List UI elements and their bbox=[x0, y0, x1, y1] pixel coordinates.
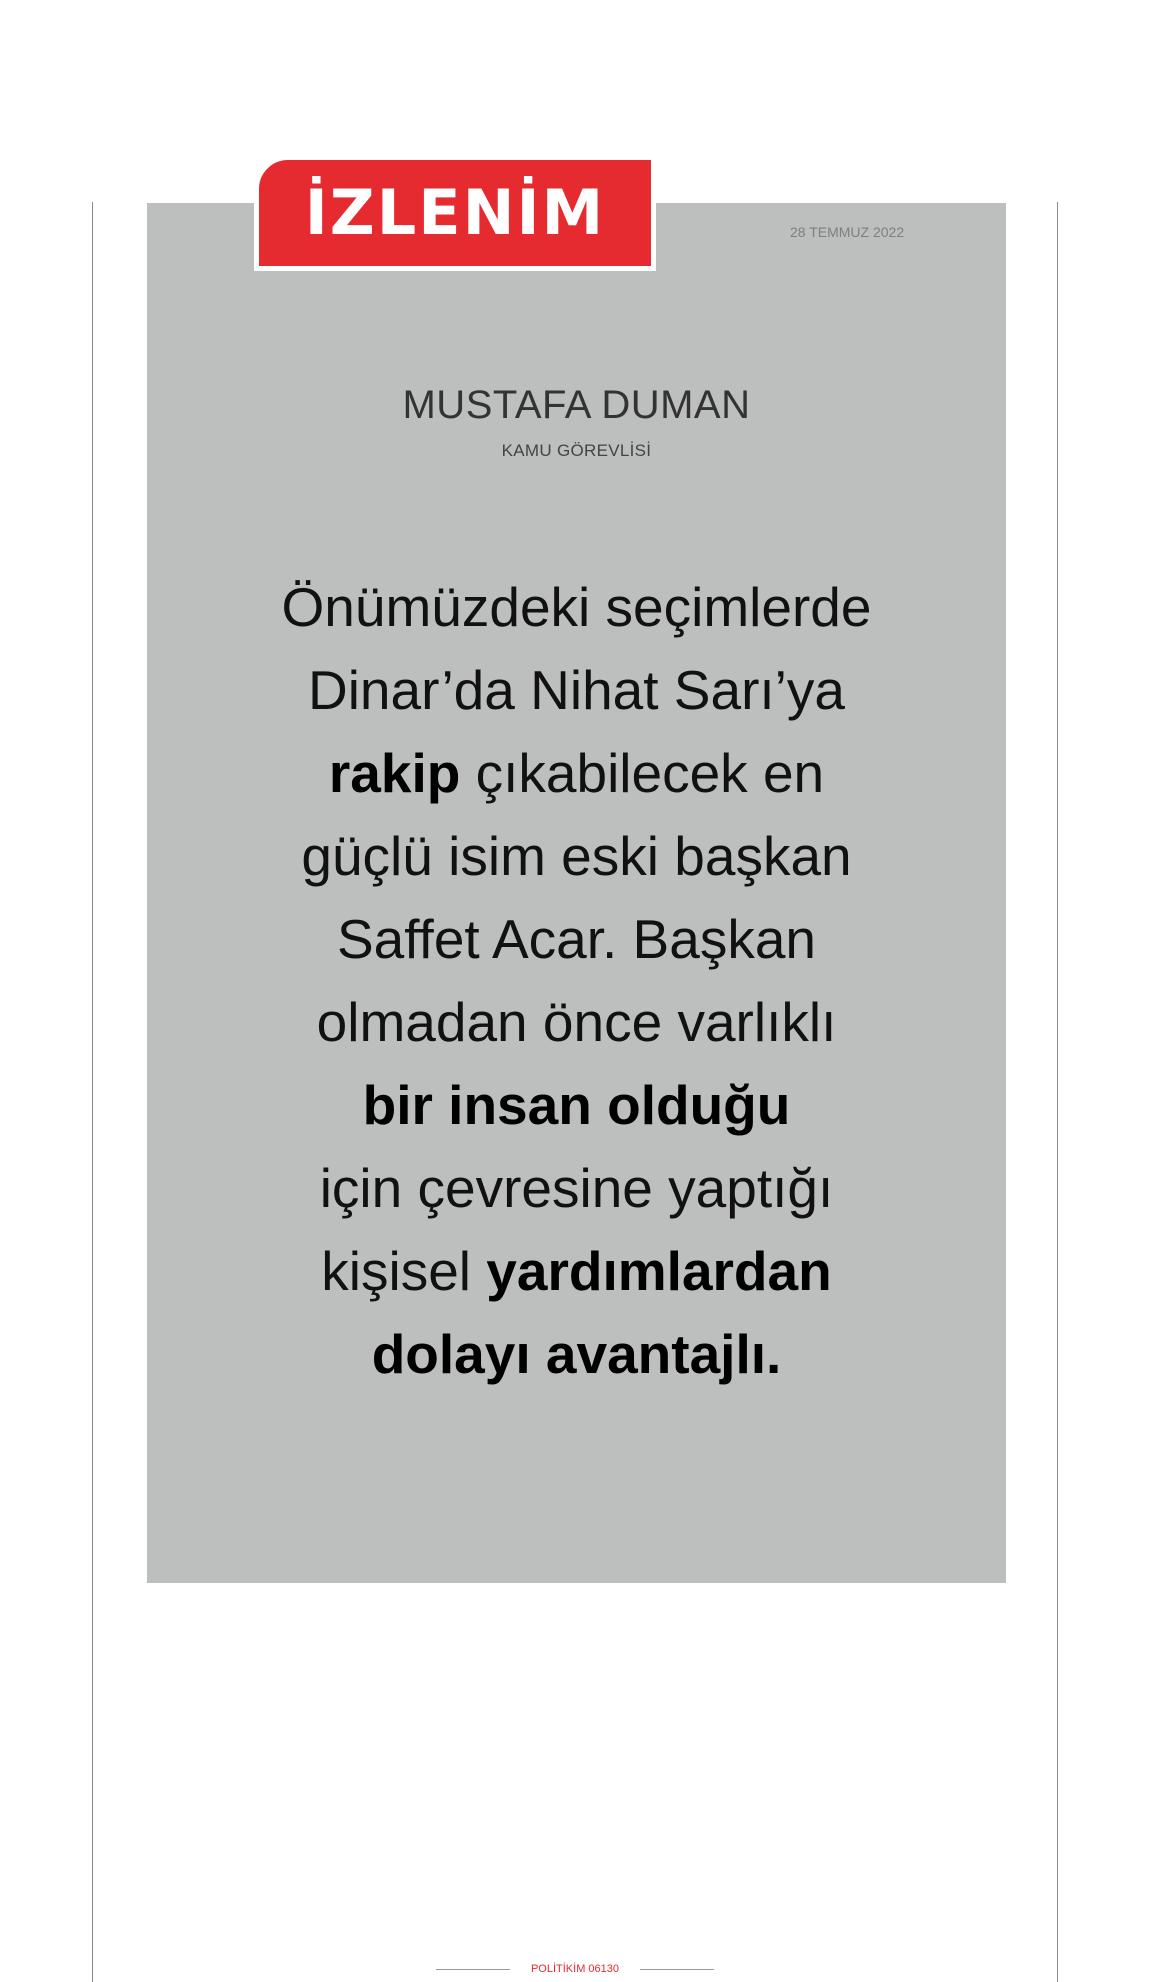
footer-rule-left bbox=[436, 1969, 510, 1970]
quote-line-plain: kişisel bbox=[321, 1240, 487, 1302]
quote-line: Saffet Acar. Başkan bbox=[336, 908, 817, 970]
quote-line bbox=[200, 1230, 953, 1313]
quote-emphasis: yardımlardan bbox=[486, 1240, 832, 1302]
quote-emphasis: rakip bbox=[328, 742, 461, 804]
quote-line: Önümüzdeki seçimlerde bbox=[281, 576, 872, 638]
author-role: KAMU GÖREVLİSİ bbox=[501, 441, 652, 460]
quote-line: için çevresine yaptığı bbox=[319, 1157, 834, 1219]
page-frame-left-rule bbox=[92, 202, 93, 1982]
quote-emphasis: dolayı avantajlı. bbox=[371, 1323, 782, 1385]
footer-label: POLİTİKİM 06130 bbox=[530, 1963, 620, 1975]
quote-line bbox=[200, 732, 953, 815]
page-footer bbox=[0, 1962, 1150, 1976]
quote-line: olmadan önce varlıklı bbox=[316, 991, 837, 1053]
page-frame-right-rule bbox=[1057, 202, 1058, 1982]
footer-rule-right bbox=[640, 1969, 714, 1970]
quote-line: güçlü isim eski başkan bbox=[301, 825, 852, 887]
publish-date: 28 TEMMUZ 2022 bbox=[790, 224, 905, 240]
quote-line: Dinar’da Nihat Sarı’ya bbox=[307, 659, 845, 721]
quote-line bbox=[200, 1313, 953, 1396]
section-badge-label: İZLENİM bbox=[304, 176, 606, 249]
quote-line-rest: çıkabilecek en bbox=[460, 742, 825, 804]
quote-text bbox=[200, 566, 953, 1396]
quote-line bbox=[200, 1064, 953, 1147]
author-name: MUSTAFA DUMAN bbox=[402, 383, 751, 427]
section-badge bbox=[254, 155, 656, 271]
quote-emphasis: bir insan olduğu bbox=[362, 1074, 791, 1136]
